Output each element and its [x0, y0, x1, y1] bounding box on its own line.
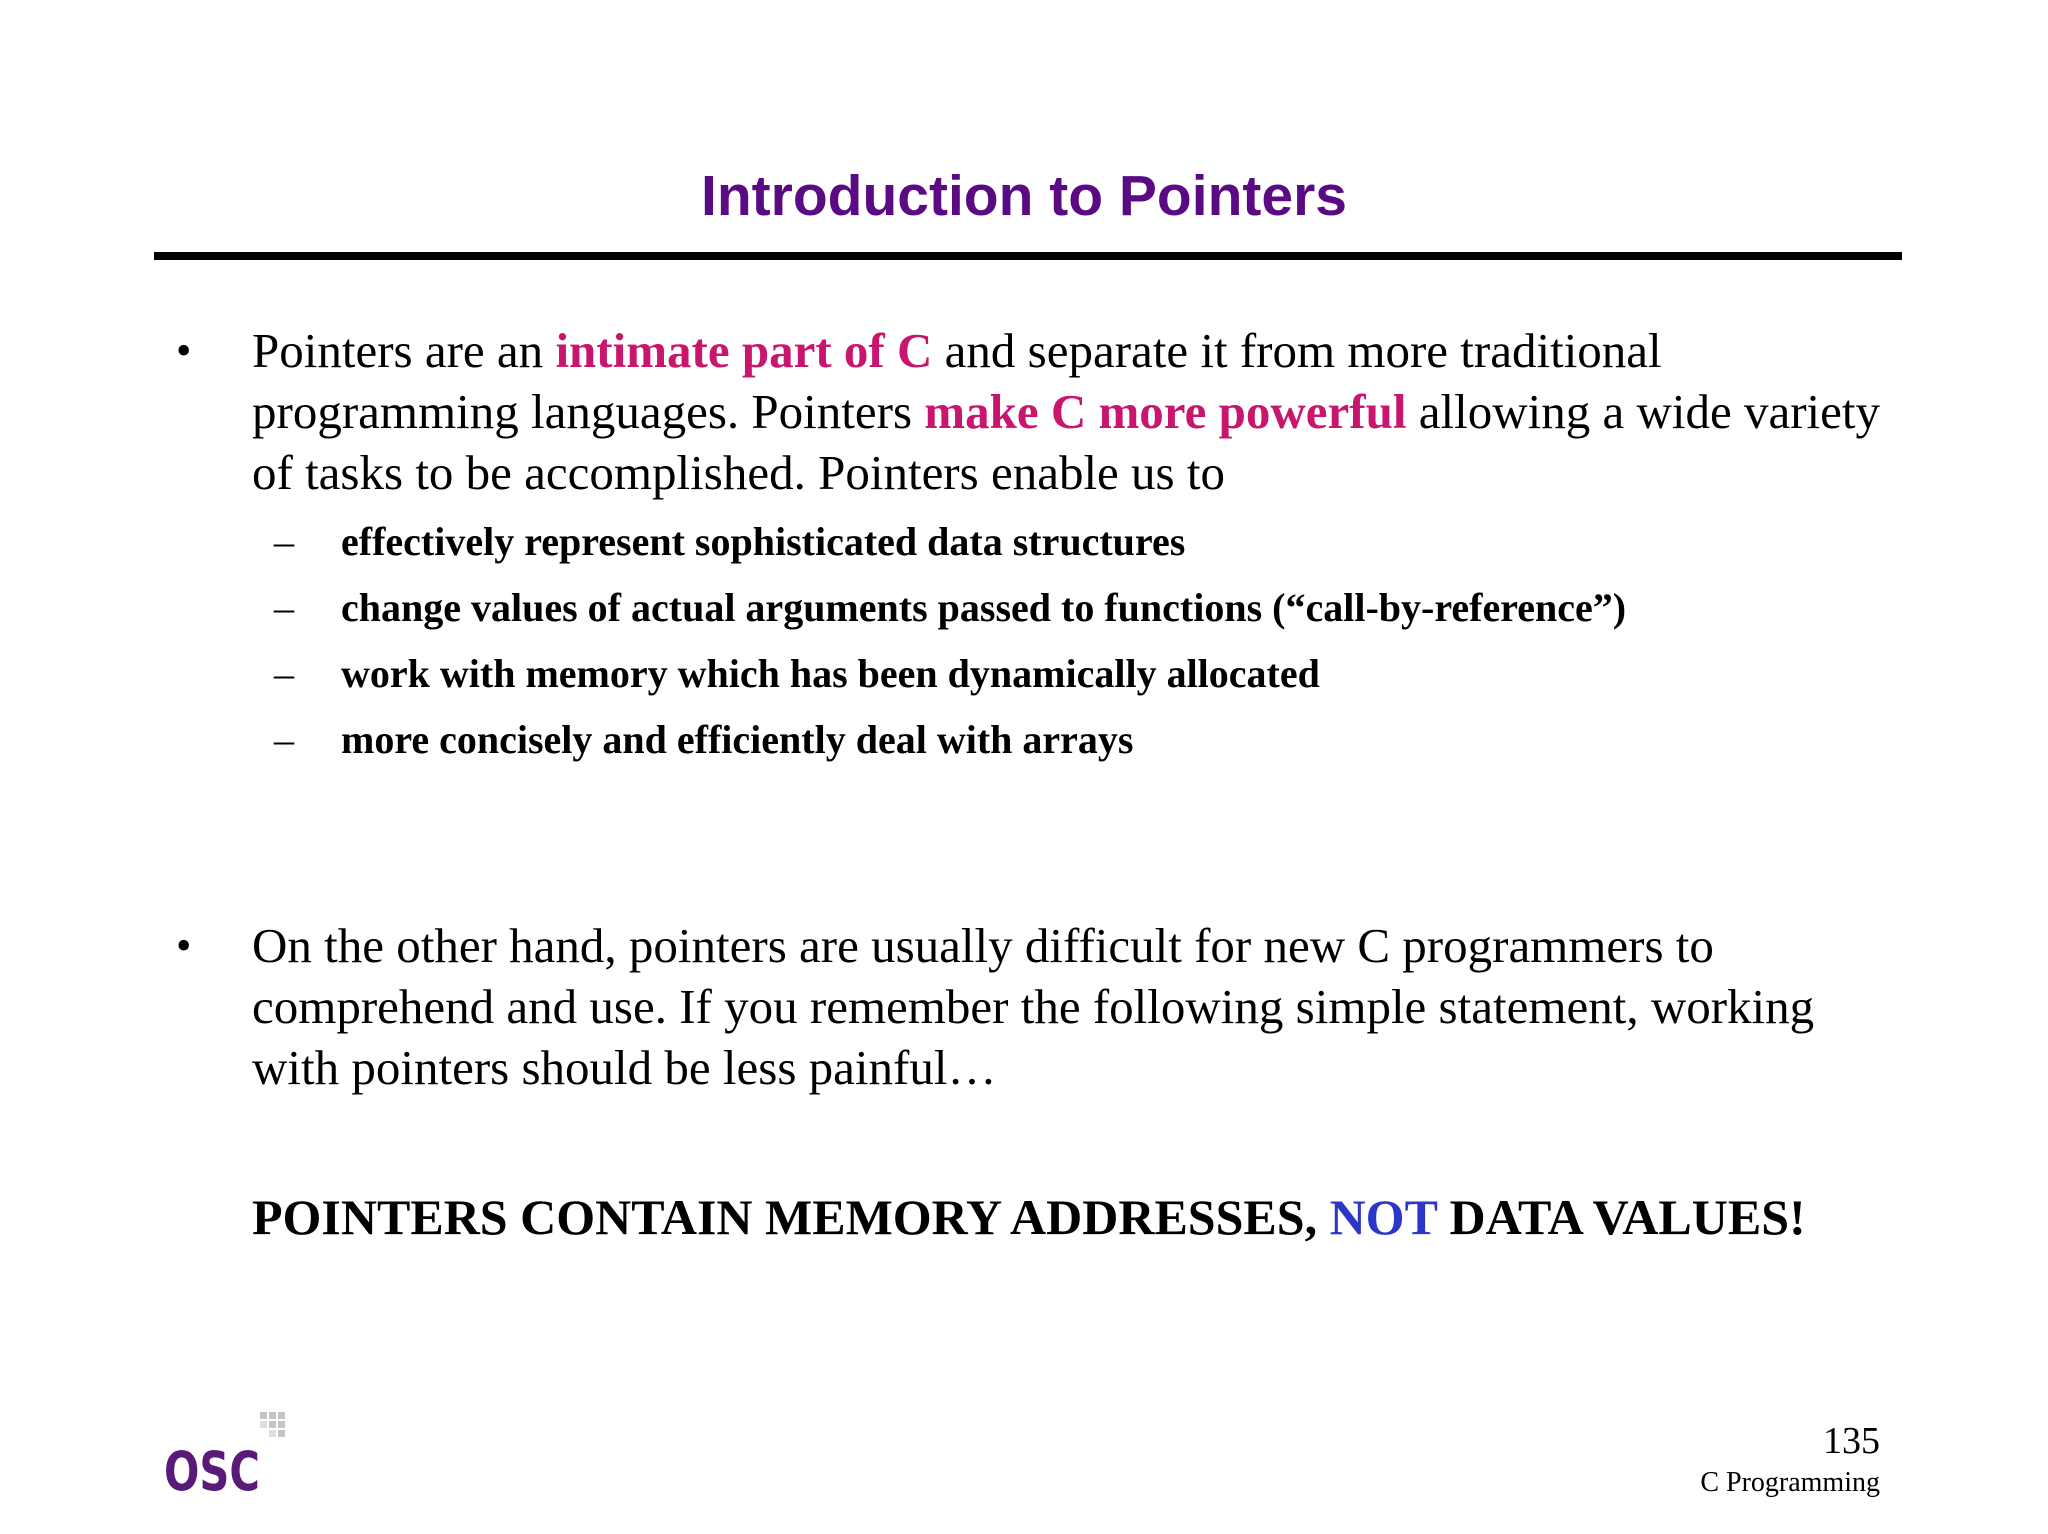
sub-list-item [0, 583, 2048, 649]
dash-mark: – [274, 717, 294, 762]
dash-mark: – [274, 651, 294, 696]
dash-mark: – [274, 585, 294, 630]
sub-list-item [0, 517, 2048, 583]
emphasis-text: make C more powerful [924, 384, 1407, 439]
statement-text: POINTERS CONTAIN MEMORY ADDRESSES, [252, 1189, 1330, 1245]
page-number: 135 [1823, 1420, 1880, 1462]
statement-highlight: NOT [1329, 1189, 1438, 1245]
bullet-mark: • [176, 921, 192, 970]
bullet-text-part: and separate it from more traditional programming languages. Pointers [252, 323, 1662, 439]
sub-list-item [0, 715, 2048, 781]
statement-text: DATA VALUES! [1437, 1189, 1806, 1245]
bullet-text-part: allowing a wide variety of tasks to be accomplished. Pointers enable us to [252, 384, 1880, 500]
sub-item-text: change values of actual arguments passed to functions (“call-by-reference”) [341, 585, 1627, 630]
key-statement [252, 1185, 1806, 1249]
course-name: C Programming [1700, 1467, 1880, 1498]
sub-item-text: work with memory which has been dynamically allocated [341, 651, 1320, 696]
bullet-text [252, 320, 1912, 503]
bullet-text: On the other hand, pointers are usually difficult for new C programmers to comprehend and use. If you remember the following simple statement, working with pointers should be less painful… [252, 918, 1815, 1095]
sub-list [0, 517, 2048, 781]
sub-list-item [0, 649, 2048, 715]
bullet-mark: • [176, 326, 192, 375]
osc-logo [160, 1410, 300, 1500]
slide-title: Introduction to Pointers [701, 164, 1347, 228]
emphasis-text: intimate part of C [555, 323, 933, 378]
sub-item-text: more concisely and efficiently deal with arrays [341, 717, 1134, 762]
dash-mark: – [274, 519, 294, 564]
sub-item-text: effectively represent sophisticated data structures [341, 519, 1186, 564]
logo-text: OSC [164, 1440, 260, 1500]
bullet-text-part: Pointers are an [252, 323, 556, 378]
title-divider [154, 252, 1902, 260]
